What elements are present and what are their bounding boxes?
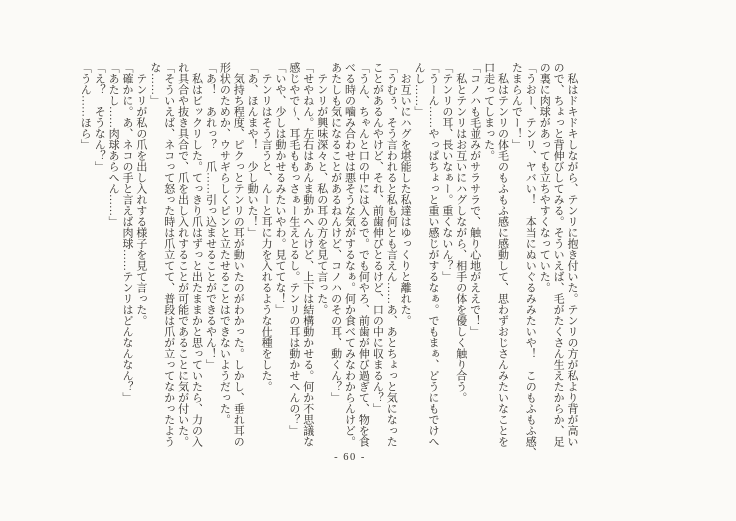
text-line: 形状のためか、ウサギらしくピンと立たせることはできないようだった。 (218, 62, 231, 425)
text-line: ことがあるんやけど、それ、前歯伸びとるけど、口の中に収まるん？」 (371, 62, 384, 414)
vertical-text-block (77, 62, 578, 460)
text-line: 感じやで〜、耳毛ももっさぁー生えとるし。テンリの耳は動かせへんの？」 (287, 62, 300, 436)
text-line: べる時の噛み合わせは悪そうな気がするなぁ。何か食べてみなわからんけど。 (343, 62, 356, 447)
text-line: 口走ってしまった。 (482, 62, 495, 161)
text-line: 「テンリの耳、長いなぁー。重くないん？」 (440, 62, 453, 282)
text-line: の裏に肉球があっても立ちやすくなっていた。 (538, 62, 551, 293)
text-line: 「うん……ほら」 (79, 62, 92, 150)
text-line: な……」 (148, 62, 161, 106)
text-line: 「うーん……やっぱちょっと重い感じがするなぁ。でもまぁ、どうにもでけへ (426, 62, 439, 447)
text-line: 気持ち程度、ピクっとテンリの耳が動いたのがわかった。しかし、垂れ耳の (232, 62, 245, 447)
text-line: 私はドキドキしながら、テンリに抱き付いた。テンリの方が私より背が高い (566, 62, 578, 447)
text-line: 「いや、少しは動かせるみたいやわ。見ててな！」 (273, 62, 286, 315)
text-line: 「うむぅ、そう言われると私も何とも言えん……あ、あとちょっと気になった (385, 62, 398, 447)
text-line: れ具合や抜き具合で、爪を出し入れすることが可能であることに気が付いた。 (176, 62, 189, 447)
page-number: - 60 - (334, 452, 366, 463)
text-line: 私はビックリした。てっきり爪はずっと出たままかと思っていたら、力の入 (190, 62, 203, 447)
text-line: 「あ！ あれっ？ 爪……引っ込ませることができるやん！」 (204, 62, 217, 370)
text-line: テンリが興味深々と、私の耳の方を見て言った。 (315, 62, 328, 315)
text-line: 「え？ そうなん？」 (93, 62, 106, 172)
text-line: 私とテンリはお互いにハグしながら、相手の体を優しく触り合う。 (454, 62, 467, 403)
text-line: 私はテンリの体毛のもふもふ感に感動して、思わずおじさんみたいなことを (496, 62, 509, 447)
text-line: あたしも気になることがあるねんけど、コノハのその耳、動くん？」 (329, 62, 342, 403)
text-line: 「あたし……肉球あらへん……」 (107, 62, 120, 227)
text-line: 「せやねん。左右はあんま動かへんけど、上下は結構動かせる。何か不思議な (301, 62, 314, 447)
text-line: 「うん、ちゃんと口の中には入るで。でも何やろ、前歯が伸び過ぎて、物を食 (357, 62, 370, 447)
text-line: 「コノハも毛並みがサラサラで、触り心地がええで！」 (468, 62, 481, 337)
text-line: んし……」 (413, 62, 426, 117)
text-line: テンリはそう言うと、んーと耳に力を入れるような仕種をした。 (260, 62, 273, 392)
text-line: 「あ、ほんまや！ 少し動いた！」 (246, 62, 259, 238)
text-line: 「うおー、テンリ、ヤバい！ 本当にぬいぐるみみたいや！ このもふもふ感、 (524, 62, 537, 458)
text-line: 「そういえば、ネコって怒った時は爪立てて、普段は爪が立ってなかったよう (162, 62, 175, 447)
text-line: たまらんでー！」 (510, 62, 523, 150)
text-line: 「確かに。あ、ネコの手と言えば肉球……テンリはどんなんなん？」 (121, 62, 133, 403)
text-line: お互いにハグを堪能した私達はゆっくりと離れた。 (399, 62, 412, 326)
text-line: テンリが私の爪を出し入れする様子を見て言った。 (134, 62, 147, 326)
text-line: ので、ちょっと背伸びしてみる。そういえば、毛がたくさん生えたからか、足 (552, 62, 565, 447)
